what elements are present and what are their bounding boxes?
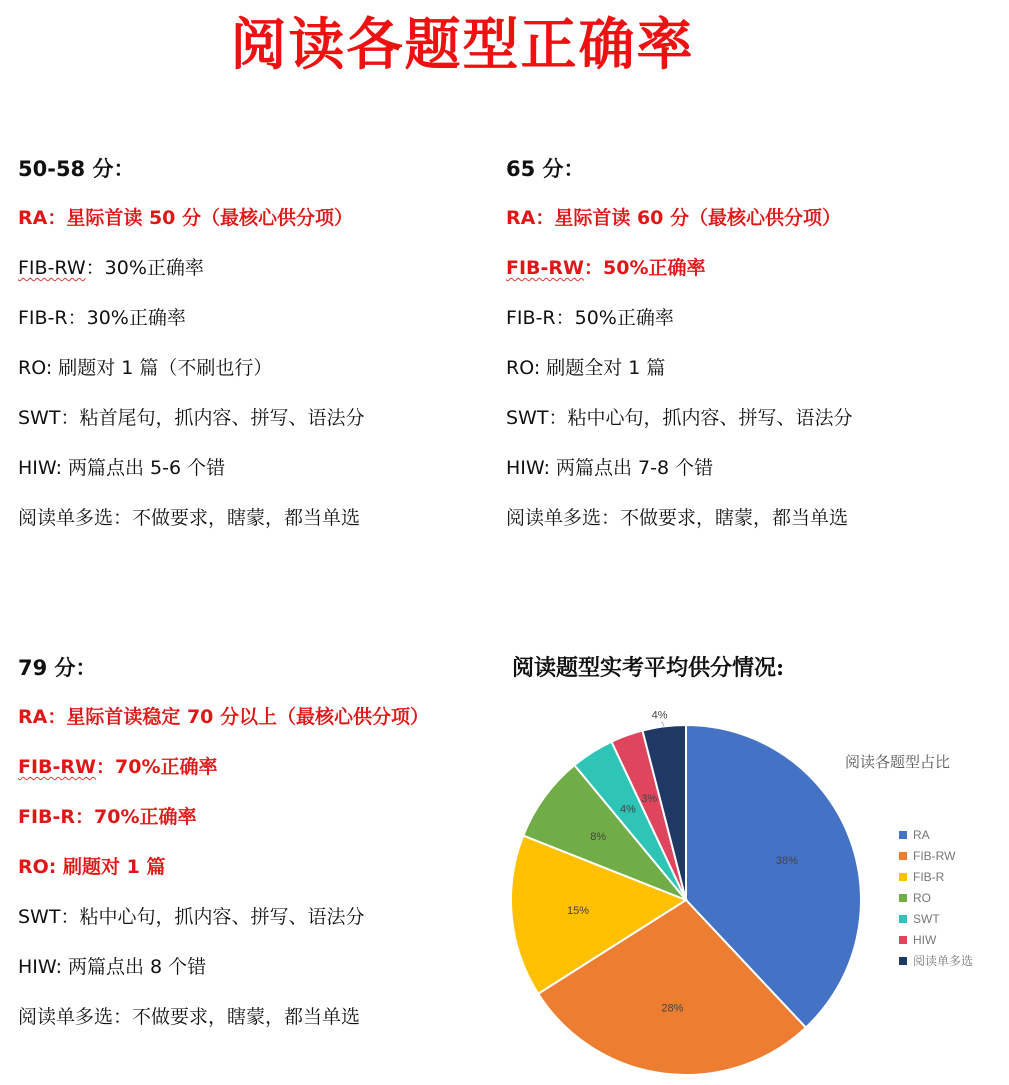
- line-fib-rw-rest: ：70%正确率: [96, 756, 218, 778]
- line-hiw: HIW: 两篇点出 8 个错: [18, 956, 207, 978]
- legend-label-阅读单多选: 阅读单多选: [913, 954, 974, 968]
- legend-swatch-FIB-RW: [899, 852, 907, 860]
- line-mcq: 阅读单多选：不做要求，瞎蒙，都当单选: [18, 507, 361, 529]
- line-swt: SWT：粘中心句，抓内容、拼写、语法分: [18, 906, 365, 928]
- section-heading: 50-58 分：: [18, 157, 135, 181]
- line-swt: SWT：粘首尾句，抓内容、拼写、语法分: [18, 407, 365, 429]
- line-ro: RO: 刷题全对 1 篇: [506, 357, 666, 379]
- legend-swatch-SWT: [899, 915, 907, 923]
- line-fib-rw: [506, 256, 706, 280]
- legend-label-FIB-R: FIB-R: [913, 870, 945, 884]
- spell-word: FIB-RW: [18, 257, 86, 279]
- slice-label-RO: 8%: [590, 831, 607, 844]
- slice-label-RA: 38%: [775, 855, 798, 868]
- legend-label-RO: RO: [913, 891, 931, 905]
- page-title: 阅读各题型正确率: [230, 12, 695, 78]
- line-fib-rw-rest: ：30%正确率: [85, 257, 204, 279]
- pie-chart: [505, 690, 1000, 1082]
- line-mcq: 阅读单多选：不做要求，瞎蒙，都当单选: [506, 507, 849, 529]
- section-heading: 65 分：: [506, 157, 585, 181]
- section-79: [18, 655, 498, 1035]
- line-hiw: HIW: 两篇点出 7-8 个错: [506, 457, 714, 479]
- legend-swatch-RA: [899, 831, 907, 839]
- slice-label-SWT: 4%: [619, 803, 636, 816]
- spell-word: FIB-RW: [18, 756, 97, 778]
- legend-label-FIB-RW: FIB-RW: [913, 849, 956, 863]
- chart-legend: [899, 828, 973, 968]
- line-ro: RO: 刷题对 1 篇: [18, 856, 166, 878]
- line-fib-rw: [18, 755, 218, 779]
- line-ro: RO: 刷题对 1 篇（不刷也行）: [18, 357, 273, 379]
- line-mcq: 阅读单多选：不做要求，瞎蒙，都当单选: [18, 1006, 361, 1028]
- line-fib-rw: [18, 256, 204, 280]
- legend-swatch-阅读单多选: [899, 957, 907, 965]
- line-ra: RA：星际首读 60 分（最核心供分项）: [506, 207, 842, 229]
- section-heading: 79 分：: [18, 656, 97, 680]
- chart-title: 阅读各题型占比: [845, 753, 951, 771]
- slice-label-阅读单多选: 4%: [651, 709, 668, 722]
- line-ra: RA：星际首读稳定 70 分以上（最核心供分项）: [18, 706, 430, 728]
- legend-label-SWT: SWT: [913, 912, 940, 926]
- section-65: [506, 156, 996, 536]
- line-hiw: HIW: 两篇点出 5-6 个错: [18, 457, 226, 479]
- chart-heading: 阅读题型实考平均供分情况:: [512, 655, 785, 681]
- legend-swatch-HIW: [899, 936, 907, 944]
- legend-label-RA: RA: [913, 828, 930, 842]
- slice-label-HIW: 3%: [641, 792, 658, 805]
- legend-swatch-RO: [899, 894, 907, 902]
- line-fib-r: FIB-R：50%正确率: [506, 307, 674, 329]
- line-fib-rw-rest: ：50%正确率: [584, 257, 706, 279]
- pie-slices: [511, 725, 861, 1075]
- line-swt: SWT：粘中心句，抓内容、拼写、语法分: [506, 407, 853, 429]
- line-ra: RA：星际首读 50 分（最核心供分项）: [18, 207, 354, 229]
- section-50-58: [18, 156, 488, 536]
- slice-label-FIB-R: 15%: [566, 905, 590, 918]
- line-fib-r: FIB-R：70%正确率: [18, 806, 197, 828]
- legend-swatch-FIB-R: [899, 873, 907, 881]
- spell-word: FIB-RW: [506, 257, 585, 279]
- legend-label-HIW: HIW: [913, 933, 937, 947]
- line-fib-r: FIB-R：30%正确率: [18, 307, 186, 329]
- slice-label-FIB-RW: 28%: [661, 1002, 684, 1015]
